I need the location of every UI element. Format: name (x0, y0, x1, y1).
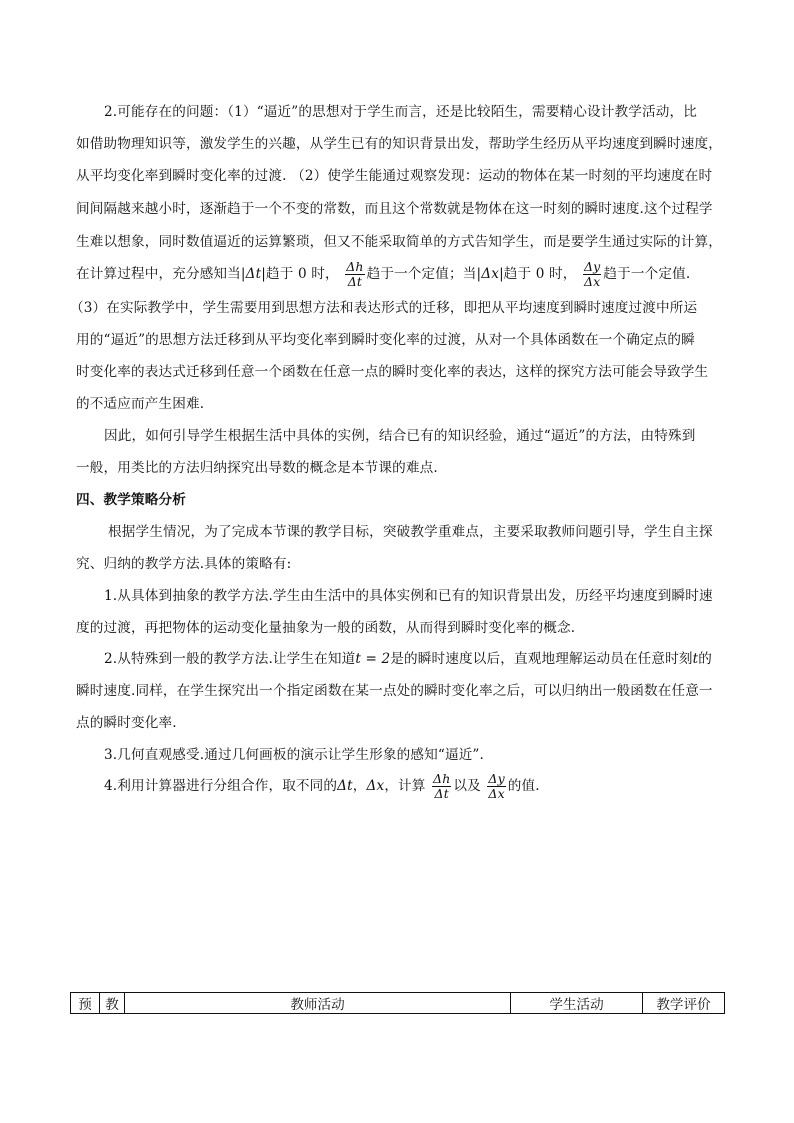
para1-line1: 2.可能存在的问题：（1）“逼近”的思想对于学生而言，还是比较陌生，需要精心设计教学活动，比 (104, 104, 697, 120)
frac-den: Δx (584, 274, 601, 289)
section4-intro-line2: 究、归纳的教学方法.具体的策略有: (76, 556, 292, 572)
strategy1-line1: 1.从具体到抽象的教学方法.学生由生活中的具体实例和已有的知识背景出发，历经平均速度到瞬时速 (104, 588, 713, 604)
text: 的 (698, 651, 713, 667)
section4-intro-line1: 根据学生情况，为了完成本节课的教学目标，突破教学重难点，主要采取教师问题引导，学生自主探 (108, 524, 713, 540)
fraction-dy-dx (487, 772, 505, 801)
table-header-cell: 学生活动 (511, 993, 643, 1014)
text: ， (352, 778, 367, 794)
delta-x: Δx (366, 778, 385, 794)
text: 趋于一个定值；当| (366, 266, 482, 282)
delta-x: Δx (481, 266, 500, 282)
fraction-dy-dx (583, 260, 601, 289)
delta-t: Δt (245, 266, 262, 282)
frac-num: Δy (488, 771, 505, 786)
para1-line8: 用的“逼近”的思想方法迁移到从平均变化率到瞬时变化率的过渡，从对一个具体函数在一个确定点的瞬 (76, 332, 695, 348)
para1-line10: 的不适应而产生困难. (76, 396, 205, 412)
strategy2-line3: 点的瞬时变化率. (76, 715, 177, 731)
para1-line2: 如借助物理知识等，激发学生的兴趣，从学生已有的知识背景出发，帮助学生经历从平均速度到瞬时速度， (76, 136, 722, 152)
frac-den: Δx (488, 786, 505, 801)
para1-line9: 时变化率的表达式迁移到任意一个函数在任意一点的瞬时变化率的表达，这样的探究方法可能会导致学生 (76, 364, 709, 380)
strategy4 (104, 772, 540, 801)
table-header-cell: 预 (71, 993, 100, 1014)
text: 在计算过程中，充分感知当| (76, 266, 246, 282)
lesson-plan-table (70, 992, 725, 1014)
math-t: t (692, 651, 699, 667)
text: |趋于 0 时， (499, 266, 577, 282)
table-header-row (71, 993, 725, 1014)
para2-line2: 一般，用类比的方法归纳探究出导数的概念是本节课的难点. (76, 460, 438, 476)
math-t-equals-2: t = 2 (355, 651, 391, 667)
text: 趋于一个定值. (603, 266, 691, 282)
frac-den: Δt (434, 786, 449, 801)
text: 2.从特殊到一般的教学方法.让学生在知道 (104, 651, 356, 667)
strategy3: 3.几何直观感受.通过几何画板的演示让学生形象的感知“逼近”. (104, 747, 485, 763)
para2-line1: 因此，如何引导学生根据生活中具体的实例，结合已有的知识经验，通过“逼近”的方法，由特殊到 (104, 428, 696, 444)
para1-line6 (76, 260, 690, 289)
strategy2-line1 (104, 649, 712, 669)
para1-line5: 生难以想象，同时数值逼近的运算繁琐，但又不能采取简单的方式告知学生，而是要学生通过实际的计算， (76, 234, 722, 250)
text: 是的瞬时速度以后，直观地理解运动员在任意时刻 (390, 651, 693, 667)
text: 以及 (453, 778, 481, 794)
frac-num: Δy (584, 259, 601, 274)
frac-den: Δt (347, 274, 363, 289)
table-header-cell: 教学评价 (643, 993, 725, 1014)
frac-num: Δh (433, 771, 451, 786)
text: ，计算 (384, 778, 426, 794)
fraction-dh-dt (345, 260, 364, 289)
strategy1-line2: 度的过渡，再把物体的运动变化量抽象为一般的函数，从而得到瞬时变化率的概念. (76, 620, 576, 636)
delta-t: Δt (337, 778, 353, 794)
para1-line4: 间间隔越来越小时，逐渐趋于一个不变的常数，而且这个常数就是物体在这一时刻的瞬时速度.这个过程学 (76, 201, 713, 217)
table-header-cell: 教 (100, 993, 125, 1014)
strategy2-line2: 瞬时速度.同样，在学生探究出一个指定函数在某一点处的瞬时变化率之后，可以归纳出一般函数在任意一 (76, 683, 713, 699)
para1-line3: 从平均变化率到瞬时变化率的过渡. （2）使学生能通过观察发现：运动的物体在某一时刻的平均速度在时 (76, 168, 713, 184)
text: |趋于 0 时， (261, 266, 339, 282)
table-header-cell: 教师活动 (125, 993, 511, 1014)
frac-num: Δh (346, 259, 364, 274)
text: 4.利用计算器进行分组合作，取不同的 (104, 778, 338, 794)
fraction-dh-dt (432, 772, 451, 801)
text: 的值. (507, 778, 540, 794)
para1-line7: （3）在实际教学中，学生需要用到思想方法和表达形式的迁移，即把从平均速度到瞬时速度过渡中所运 (70, 300, 698, 316)
section-heading: 四、教学策略分析 (76, 492, 186, 508)
